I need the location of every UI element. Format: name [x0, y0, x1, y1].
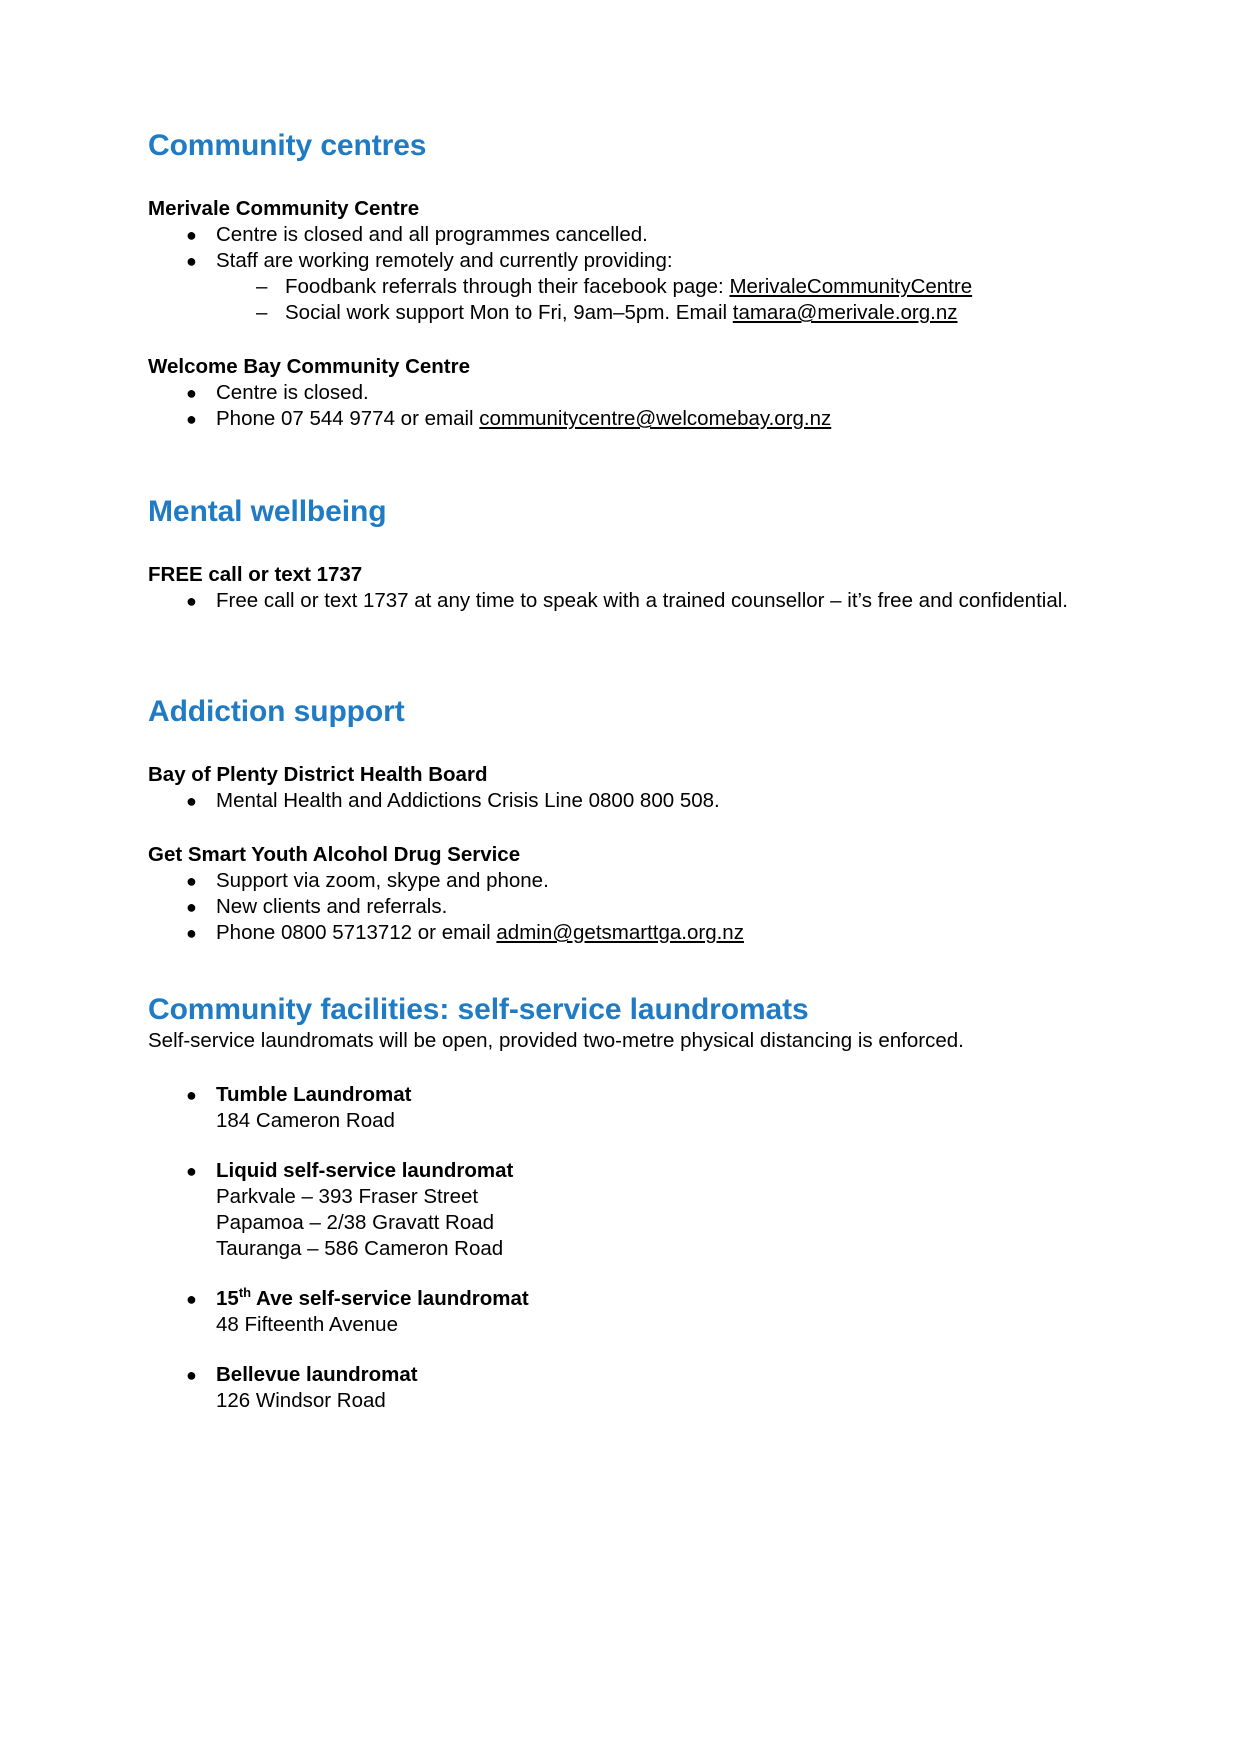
list-item-text: Staff are working remotely and currently providing:: [216, 249, 673, 272]
link-merivale-facebook-page[interactable]: MerivaleCommunityCentre: [729, 275, 973, 298]
laundromat-address: 48 Fifteenth Avenue: [216, 1313, 398, 1336]
bullet-icon: ●: [186, 1289, 197, 1309]
laundromat-name: [216, 1158, 1090, 1184]
list-item: [148, 920, 1090, 946]
list-item: [148, 1082, 1090, 1134]
bullet-list-merivale: [148, 222, 1090, 274]
bullet-icon: ●: [186, 383, 197, 403]
dash-icon: –: [256, 275, 268, 298]
bullet-icon: ●: [186, 225, 197, 245]
laundromat-name-text: Bellevue laundromat: [216, 1363, 418, 1386]
list-item-text: Free call or text 1737 at any time to speak with a trained counsellor – it’s free and confidential.: [216, 589, 1068, 612]
list-item: [148, 788, 1090, 814]
laundromat-name-number: 15: [216, 1287, 239, 1310]
bullet-icon: ●: [186, 409, 197, 429]
list-item-text: Centre is closed.: [216, 381, 369, 404]
list-item: [148, 1286, 1090, 1338]
section-heading-mental-wellbeing: Mental wellbeing: [148, 495, 387, 528]
list-item: [148, 894, 1090, 920]
list-item-text: New clients and referrals.: [216, 895, 448, 918]
bullet-list-get-smart: [148, 868, 1090, 946]
bullet-list-welcome-bay: [148, 380, 1090, 432]
sub-bullet-list-merivale: [148, 274, 1090, 326]
list-item: [148, 1362, 1090, 1414]
bullet-icon: ●: [186, 1365, 197, 1385]
list-item-text: Phone 0800 5713712 or email: [216, 921, 497, 944]
laundromat-name: [216, 1286, 1090, 1312]
list-item: [148, 380, 1090, 406]
list-item-text: Phone 07 544 9774 or email: [216, 407, 480, 430]
subheading-bay-of-plenty-dhb: Bay of Plenty District Health Board: [148, 763, 488, 786]
list-item-text: Support via zoom, skype and phone.: [216, 869, 549, 892]
subheading-get-smart-youth-alcohol-drug-service: Get Smart Youth Alcohol Drug Service: [148, 843, 521, 866]
subheading-merivale-community-centre: Merivale Community Centre: [148, 197, 420, 220]
subheading-welcome-bay-community-centre: Welcome Bay Community Centre: [148, 355, 471, 378]
list-item: [148, 222, 1090, 248]
bullet-icon: ●: [186, 251, 197, 271]
dash-icon: –: [256, 301, 268, 324]
laundromat-address: 126 Windsor Road: [216, 1389, 386, 1412]
laundromat-address: Parkvale – 393 Fraser Street: [216, 1185, 479, 1208]
laundromat-address: 184 Cameron Road: [216, 1109, 395, 1132]
bullet-icon: ●: [186, 1085, 197, 1105]
section-heading-community-facilities: Community facilities: self-service laundromats: [148, 993, 809, 1026]
section-heading-addiction-support: Addiction support: [148, 695, 405, 728]
section-heading-community-centres: Community centres: [148, 129, 427, 162]
list-item: [148, 248, 1090, 274]
link-email-tamara[interactable]: tamara@merivale.org.nz: [732, 301, 958, 324]
list-item: [148, 868, 1090, 894]
bullet-list-bopdhb: [148, 788, 1090, 814]
list-item-text: Centre is closed and all programmes cancelled.: [216, 223, 648, 246]
bullet-list-1737: [148, 588, 1090, 614]
laundromat-name-text: Tumble Laundromat: [216, 1083, 412, 1106]
laundromat-list: [148, 1082, 1090, 1414]
laundromat-name-rest: Ave self-service laundromat: [251, 1287, 529, 1310]
list-item: [148, 1158, 1090, 1262]
list-item: [148, 274, 1090, 300]
laundromat-name-text: Liquid self-service laundromat: [216, 1159, 514, 1182]
list-item-text: Mental Health and Addictions Crisis Line 0800 800 508.: [216, 789, 720, 812]
bullet-icon: ●: [186, 897, 197, 917]
link-email-getsmarttga[interactable]: admin@getsmarttga.org.nz: [496, 921, 744, 944]
list-item-text: Foodbank referrals through their facebook page:: [285, 275, 730, 298]
laundromat-name: [216, 1362, 1090, 1388]
link-email-welcomebay[interactable]: communitycentre@welcomebay.org.nz: [479, 407, 832, 430]
list-item: [148, 588, 1090, 614]
bullet-icon: ●: [186, 1161, 197, 1181]
bullet-icon: ●: [186, 591, 197, 611]
list-item: [148, 406, 1090, 432]
laundromat-address: Tauranga – 586 Cameron Road: [216, 1237, 504, 1260]
laundromat-address: Papamoa – 2/38 Gravatt Road: [216, 1211, 495, 1234]
bullet-icon: ●: [186, 791, 197, 811]
subheading-free-call-or-text-1737: FREE call or text 1737: [148, 563, 363, 586]
list-item-text: Social work support Mon to Fri, 9am–5pm. Email: [285, 301, 733, 324]
laundromat-name: [216, 1082, 1090, 1108]
ordinal-suffix: th: [238, 1285, 252, 1301]
list-item: [148, 300, 1090, 326]
laundromats-intro-text: Self-service laundromats will be open, provided two-metre physical distancing is enforced.: [148, 1029, 964, 1052]
bullet-icon: ●: [186, 923, 197, 943]
bullet-icon: ●: [186, 871, 197, 891]
